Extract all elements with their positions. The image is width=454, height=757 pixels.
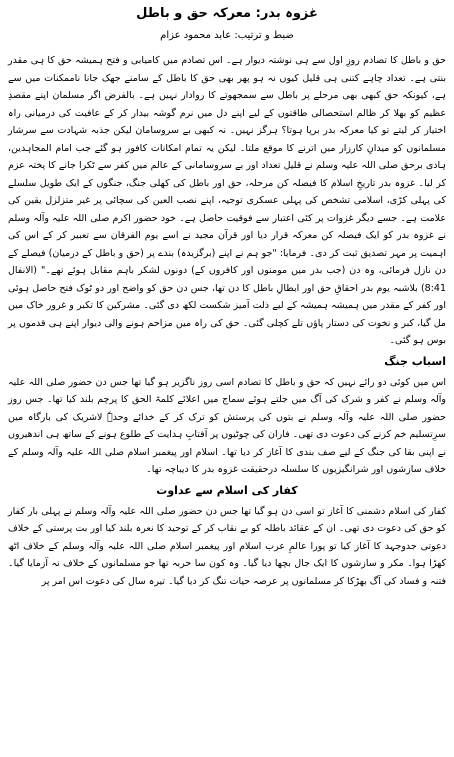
enmity-paragraph: کفار کی اسلام دشمنی کا آغاز تو اسی دن ہو گیا تھا جس دن حضور صلی اللہ علیہ وآلہ وسلم نے پہلی بار کفار کو حق کی دعوت دی تھی۔ ان کے عقائد باطلہ کو بے نقاب کر کے توحید کا نعرہ بلند کیا اور بت پرستی کے خلاف دعوتی جدوجہد کا آغاز کیا تو پورا عالمِ عرب اسلام اور پیغمبر اسلام صلی اللہ علیہ وآلہ وسلم کے خلاف اٹھ کھڑا ہوا۔ مکر و سازشوں کا ایک جال بچھا دیا گیا۔ وہ کون سا حربہ تھا جو مسلمانوں کے خلاف نہ آزمایا گیا۔ فتنہ و فساد کی آگ بھڑکا کر مسلمانوں پر عرصہ حیات تنگ کر دیا گیا۔ تیرہ سال کی دعوت اس امر پر bbox=[8, 505, 446, 587]
article-title: غزوہ بدر: معرکہ حق و باطل bbox=[136, 6, 318, 21]
section-heading-enmity: کفار کی اسلام سے عداوت bbox=[156, 483, 298, 497]
section-heading-causes-of-war: اسباب جنگ bbox=[384, 354, 446, 368]
intro-paragraph: حق و باطل کا تصادم روزِ اول سے ہی نوشتہ دیوار ہے۔ اس تصادم میں کامیابی و فتح ہمیشہ حق کا ہی مقدر بنتی ہے۔ تعداد چاہے کتنی ہی قلیل کیوں نہ ہو پھر بھی حق کا باطل کے سامنے جھک جانا ناممکنات میں سے ہے، کیونکہ حق کبھی بھی مرحلے پر باطل سے سمجھوتے کا روادار نہیں ہے۔ بالفرض اگر مسلمان اپنے مقصدِ عظیم کو بھلا کر ظالم استحصالی طاقتوں کے لیے اپنے دل میں نرم گوشہ بیدار کر کے عافیت کی درمیانی راہ اختیار کر لیتے تو کیا معرکہ بدر برپا ہوتا؟ ہرگز نہیں۔ نہ کبھی بے سروسامان لیکن جذبہ شہادت سے سرشار مسلمانوں کو میدانِ کارزار میں اترنے کا موقع ملتا۔ لیکن یہ تمام امکانات کافور ہو گئے جب امام المجاہدین، ہادی برحق صلی اللہ علیہ وسلم نے قلیل تعداد اور بے سروسامانی کے عالم میں کفر سے ٹکرا جانے کا پختہ عزم کر لیا۔ غزوہ بدر تاریخِ اسلام کا فیصلہ کن مرحلہ، حق اور باطل کی کھلی جنگ، جنگوں کے ایک طویل سلسلے کی پہلی کڑی، اسلامی تشخص کی پہلی عسکری توجیہ، اپنے نصب العین کی سچائی پر غیر متزلزل یقین کی علامت ہے۔ جسے دیگر غزوات پر کئی اعتبار سے فوقیت حاصل ہے۔ خود حضور اکرم صلی اللہ علیہ وآلہ وسلم نے غزوہ بدر کو ایک فیصلہ کن معرکہ قرار دیا اور قرآن مجید نے اسے یوم الفرقان سے تعبیر کر کے اس کی اہمیت پر مہر تصدیق ثبت کر دی۔ فرمایا: "جو ہم نے اپنے (برگزیدہ) بندے پر (حق و باطل کے درمیان) فیصلے کے دن نازل فرمائی، وہ دن (جب بدر میں مومنوں اور کافروں کے) دونوں لشکر باہم مقابل ہوئے تھے۔" (الانفال 8:41) بلاشبہ یوم بدر احقاقِ حق اور ابطالِ باطل کا دن تھا، جس دن حق کو واضح اور دو ٹوک فتح حاصل ہوئی اور کفر کے مقدر میں ہمیشہ ہمیشہ کے لیے ذلت آمیز شکست لکھ دی گئی۔ مشرکین کا تکبر و غرور خاک میں مل گیا، کبر و نخوت کی دستار پاؤں تلے کچلی گئی۔ حق کی راہ میں مزاحم ہونے والی دیوار اپنے ہی قدموں پر بوس ہو گئی۔ bbox=[8, 55, 446, 346]
causes-of-war-paragraph: اس میں کوئی دو رائے نہیں کہ حق و باطل کا تصادم اسی روز ناگزیر ہو گیا تھا جس دن حضور صلی اللہ علیہ وآلہ وسلم نے کفر و شرک کی آگ میں جلتے ہوئے سماج میں اعلائے کلمۃ الحق کا پرچم بلند کیا تھا۔ جس روز حضور صلی اللہ علیہ وآلہ وسلم نے بتوں کی پرستش کو ترک کر کے خدائے وحدہٗ لاشریک کی بارگاہ میں سرِتسلیم خم کرنے کی دعوت دی تھی۔ فاران کی چوٹیوں پر آفتابِ ہدایت کے طلوع ہونے کے ساتھ ہی اندھیروں نے اپنی بقا کی جنگ کے لیے صف بندی کا آغاز کر دیا تھا۔ اسلام اور پیغمبر اسلام صلی اللہ علیہ وآلہ وسلم کے خلاف سازشوں اور شرانگیزیوں کا سلسلہ درحقیقت غزوہ بدر کا دیباچہ تھا۔ bbox=[8, 376, 446, 475]
article-byline: ضبط و ترتیب: عابد محمود عزام bbox=[160, 30, 294, 41]
